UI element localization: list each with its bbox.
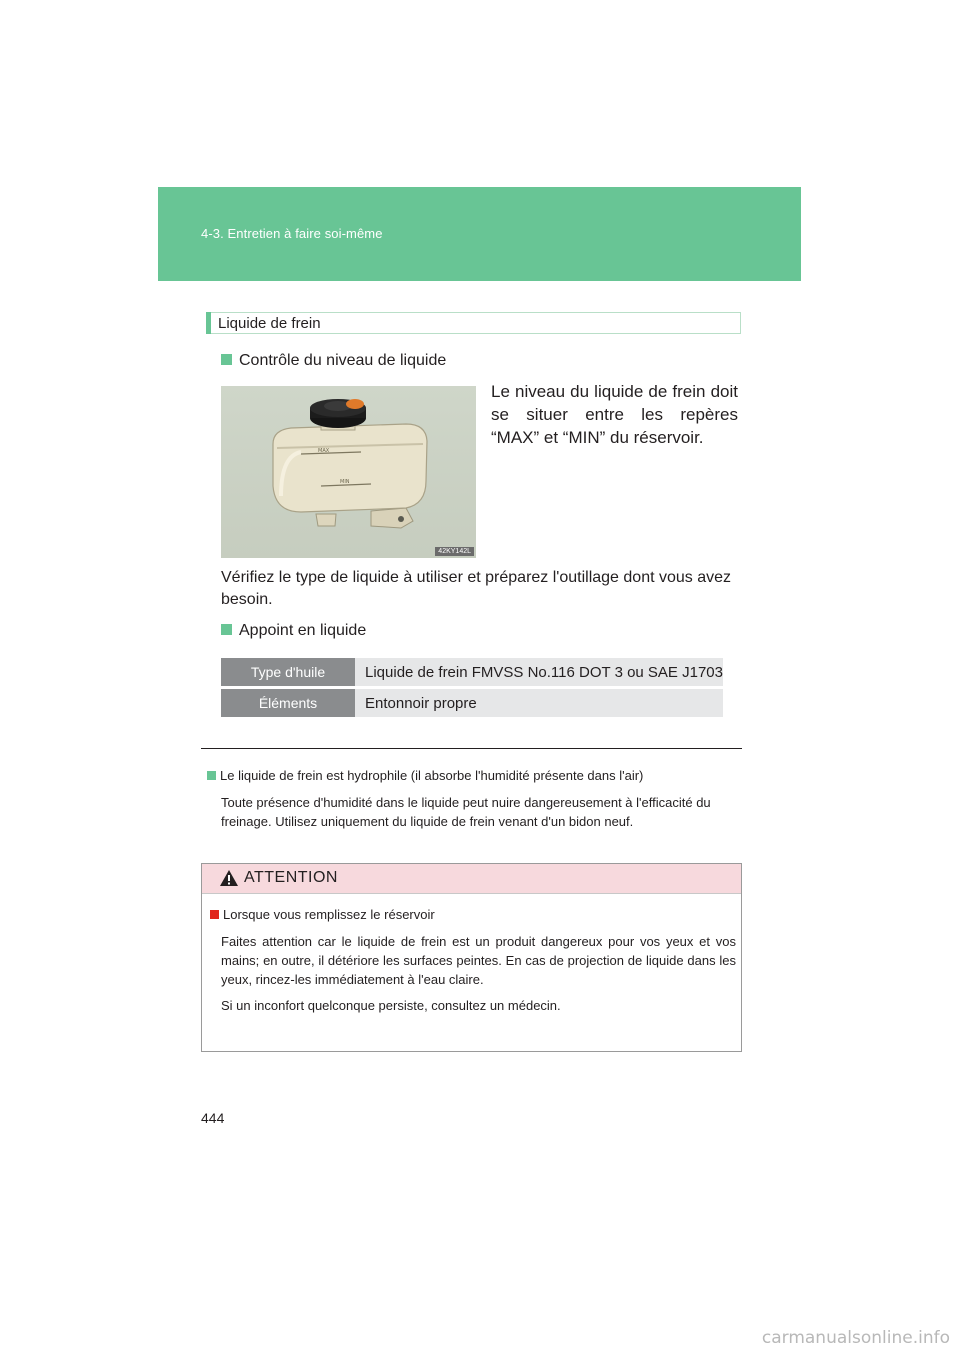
warning-header [202, 864, 741, 894]
note-text: Toute présence d'humidité dans le liquide peut nuire dangereusement à l'efficacité du freinage. Utilisez uniquement du liquide de frein venant d'un bidon neuf. [221, 795, 711, 829]
chapter-title: 4-3. Entretien à faire soi-même [201, 226, 383, 241]
warning-triangle-icon [219, 869, 239, 887]
table-row [221, 658, 723, 686]
page-number: 444 [201, 1110, 225, 1126]
table-key-items: Éléments [221, 689, 355, 717]
refill-heading-text: Appoint en liquide [239, 622, 367, 639]
section-accent [206, 312, 211, 334]
min-mark: MIN [340, 479, 350, 485]
chapter-header [158, 187, 801, 281]
warning-subtitle-text: Lorsque vous remplissez le réservoir [223, 907, 435, 922]
brake-reservoir-photo [221, 386, 476, 558]
square-bullet-icon [207, 771, 216, 780]
table-value-items: Entonnoir propre [355, 689, 723, 717]
warning-subtitle [210, 907, 435, 922]
note-title [207, 768, 643, 783]
table-row [221, 689, 723, 717]
check-heading-text: Contrôle du niveau de liquide [239, 352, 447, 369]
max-mark: MAX [318, 448, 330, 454]
check-heading [221, 352, 446, 370]
warning-paragraph: Faites attention car le liquide de frein est un produit dangereux pour vos yeux et vos mains; en outre, il détériore les surfaces peintes. En cas de projection de liquide dans les yeux, rincez-les immédiatement à l'eau claire. [221, 934, 736, 987]
square-bullet-icon [221, 354, 232, 365]
table-key-oil-type: Type d'huile [221, 658, 355, 686]
refill-spec-table [221, 655, 723, 720]
section-title-bar [206, 312, 741, 334]
warning-text [221, 932, 736, 1022]
preparation-text: Vérifiez le type de liquide à utiliser et préparez l'outillage dont vous avez besoin. [221, 569, 732, 608]
square-bullet-icon [210, 910, 219, 919]
square-bullet-icon [221, 624, 232, 635]
image-code: 42KY142L [435, 547, 474, 556]
section-title: Liquide de frein [218, 315, 321, 332]
level-description: Le niveau du liquide de frein doit se situer entre les repères “MAX” et “MIN” du réservoir. [491, 382, 738, 447]
watermark: carmanualsonline.info [761, 1328, 950, 1348]
note-title-text: Le liquide de frein est hydrophile (il absorbe l'humidité présente dans l'air) [220, 768, 644, 783]
refill-heading [221, 622, 366, 640]
warning-paragraph: Si un inconfort quelconque persiste, consultez un médecin. [221, 998, 561, 1013]
section-divider [201, 748, 742, 749]
reservoir-illustration [221, 386, 476, 558]
warning-box [201, 863, 742, 1052]
table-value-oil-type: Liquide de frein FMVSS No.116 DOT 3 ou SAE J1703 [355, 658, 723, 686]
warning-label: ATTENTION [244, 869, 338, 886]
